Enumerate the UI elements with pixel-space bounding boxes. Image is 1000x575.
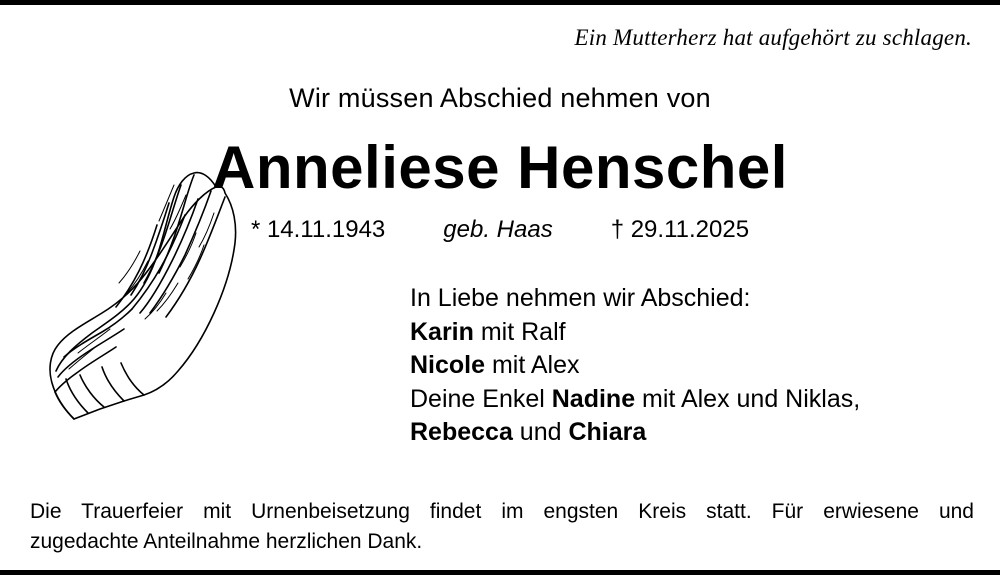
family-member-line: [410, 416, 860, 450]
family-heading: In Liebe nehmen wir Abschied:: [410, 284, 751, 312]
deceased-name: Anneliese Henschel: [212, 134, 788, 201]
family-member-conjunction: und: [512, 418, 569, 446]
family-member-name: Chiara: [568, 418, 647, 446]
family-block: [410, 282, 860, 450]
family-member-prefix: Deine Enkel: [410, 384, 552, 413]
funeral-info-line-2: zugedachte Anteilnahme herzlichen Dank.: [30, 529, 423, 553]
family-member-line: [410, 349, 860, 383]
family-member-line: [410, 316, 860, 350]
maiden-name: geb. Haas: [443, 216, 553, 243]
birth-date: * 14.11.1943: [250, 216, 386, 243]
family-member-name: Nicole: [410, 351, 486, 379]
intro-text: Wir müssen Abschied nehmen von: [289, 83, 711, 113]
praying-hands-icon: [28, 133, 288, 423]
funeral-info-line-1: Die Trauerfeier mit Urnenbeisetzung findet im engsten Kreis statt. Für erwiesene und: [30, 500, 974, 523]
motto-text: Ein Mutterherz hat aufgehört zu schlagen.: [574, 25, 972, 50]
death-date: † 29.11.2025: [610, 216, 750, 243]
family-member-rest: mit Alex: [485, 351, 580, 379]
family-member-name: Nadine: [551, 384, 636, 413]
family-member-rest: mit Ralf: [473, 317, 566, 346]
family-member-rest: mit Alex und Niklas,: [635, 384, 861, 413]
family-member-line: [410, 383, 860, 417]
family-member-name: Karin: [410, 317, 474, 346]
funeral-info: [30, 497, 974, 557]
family-member-name: Rebecca: [410, 418, 513, 446]
